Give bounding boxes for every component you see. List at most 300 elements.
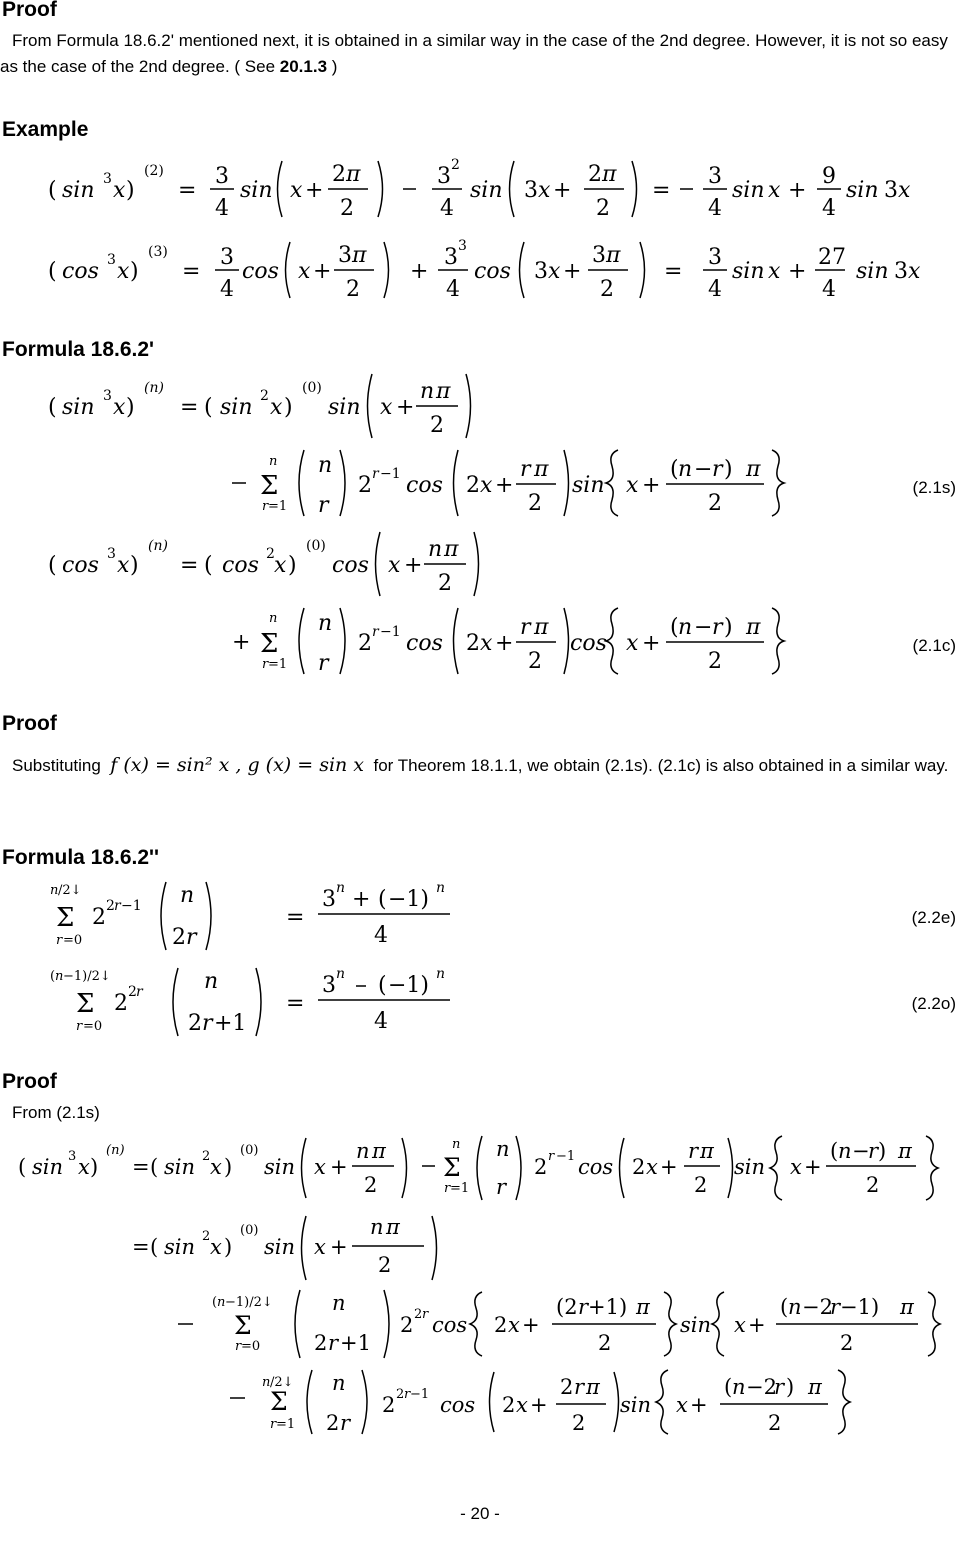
svg-text:): ): [90, 1155, 99, 1179]
svg-text:r: r: [262, 657, 269, 672]
svg-text:3: 3: [107, 546, 116, 562]
svg-text:r: r: [372, 466, 379, 482]
svg-text:x: x: [646, 1155, 658, 1179]
formula-heading-b: Formula 18.6.2'': [2, 846, 160, 869]
svg-text:n: n: [370, 1215, 384, 1239]
svg-text:+: +: [396, 395, 415, 420]
svg-text:(0): (0): [302, 380, 322, 396]
svg-text:r: r: [774, 1375, 785, 1399]
svg-text:sin: sin: [62, 395, 95, 420]
svg-text:=0: =0: [63, 933, 83, 948]
svg-text:(: (: [204, 395, 213, 420]
svg-text:2: 2: [632, 1155, 646, 1179]
svg-text:π: π: [436, 379, 451, 404]
svg-text:r: r: [520, 457, 531, 482]
svg-text:r: r: [688, 1139, 699, 1163]
svg-text:3: 3: [534, 259, 548, 284]
svg-text:sin: sin: [32, 1155, 64, 1179]
svg-text:x: x: [548, 259, 561, 284]
svg-text:2: 2: [266, 546, 275, 562]
svg-text:n: n: [262, 1375, 271, 1390]
svg-text:2: 2: [708, 649, 722, 674]
svg-text:Σ: Σ: [443, 1153, 461, 1182]
svg-text:sin: sin: [846, 178, 879, 203]
svg-text:x: x: [314, 1155, 326, 1179]
svg-text:Σ: Σ: [260, 629, 279, 659]
svg-text:sin: sin: [220, 395, 253, 420]
svg-text:x: x: [298, 259, 311, 284]
example-equations: [0, 145, 960, 310]
svg-text:4: 4: [215, 196, 229, 221]
svg-text:r: r: [712, 457, 723, 482]
svg-text:2: 2: [106, 898, 115, 914]
svg-text:2: 2: [572, 1411, 586, 1435]
svg-text:n: n: [336, 966, 346, 982]
svg-text:(: (: [830, 1139, 839, 1163]
svg-text:): ): [130, 553, 139, 578]
svg-text:x: x: [117, 259, 130, 284]
svg-text:π: π: [606, 243, 621, 268]
svg-text:r: r: [578, 1295, 589, 1319]
svg-text:cos: cos: [242, 259, 279, 284]
svg-text:n: n: [420, 379, 435, 404]
svg-text:2: 2: [600, 277, 614, 302]
proof2-pre: Substituting: [12, 756, 101, 775]
svg-text:π: π: [900, 1295, 914, 1319]
svg-text:sin: sin: [856, 259, 889, 284]
svg-text:−1: −1: [556, 1149, 576, 1164]
svg-text:2: 2: [414, 1307, 423, 1322]
svg-text:(: (: [670, 615, 679, 640]
formula-18-6-2-prime: [0, 362, 960, 682]
svg-text:cos: cos: [62, 259, 99, 284]
svg-text:2: 2: [202, 1229, 211, 1244]
svg-text:−1)/2↓: −1)/2↓: [225, 1295, 273, 1310]
svg-text:x: x: [626, 473, 639, 498]
svg-text:2: 2: [598, 1331, 612, 1355]
svg-text:+: +: [804, 1155, 822, 1179]
svg-text:x: x: [676, 1393, 688, 1417]
svg-text:2: 2: [172, 925, 186, 950]
svg-text:x: x: [908, 259, 921, 284]
svg-text:2: 2: [694, 1173, 708, 1197]
svg-text:−2: −2: [802, 1295, 833, 1319]
svg-text:(: (: [670, 457, 679, 482]
svg-text:=: =: [180, 395, 199, 420]
svg-text:2: 2: [596, 196, 610, 221]
svg-text:=1: =1: [268, 657, 288, 672]
svg-text:cos: cos: [62, 553, 99, 578]
proof-paragraph-1: [0, 28, 958, 80]
svg-text:+1: +1: [214, 1011, 247, 1036]
svg-text:2: 2: [358, 473, 372, 498]
svg-text:r: r: [318, 493, 329, 518]
svg-text:=: =: [652, 178, 671, 203]
example-heading: Example: [2, 118, 89, 141]
svg-text:r: r: [186, 925, 197, 950]
svg-text:(: (: [378, 973, 387, 998]
svg-text:): ): [126, 178, 135, 203]
svg-text:−: −: [694, 615, 713, 640]
svg-text:r: r: [318, 651, 329, 676]
svg-text:n: n: [204, 969, 219, 994]
svg-text:x: x: [117, 553, 130, 578]
svg-text:4: 4: [708, 196, 722, 221]
svg-text:2: 2: [188, 1011, 202, 1036]
svg-text:3: 3: [338, 243, 352, 268]
svg-text:cos: cos: [578, 1155, 614, 1179]
svg-text:2: 2: [451, 157, 460, 173]
svg-text:cos: cos: [570, 631, 607, 656]
svg-text:x: x: [516, 1393, 528, 1417]
svg-text:+: +: [410, 259, 429, 284]
svg-text:Σ: Σ: [76, 989, 95, 1019]
svg-text:x: x: [480, 631, 493, 656]
svg-text:n: n: [788, 1295, 802, 1319]
svg-text:): ): [284, 395, 293, 420]
proof-text: From Formula 18.6.2' mentioned next, it is obtained in a similar way in the case of the 2nd degree. However, it is not so easy as the case of the 2nd degree. ( See: [0, 31, 948, 76]
svg-text:=: =: [182, 259, 201, 284]
svg-text:(0): (0): [240, 1143, 259, 1158]
svg-text:r: r: [235, 1339, 242, 1354]
svg-text:−: −: [694, 457, 713, 482]
svg-text:+: +: [788, 178, 807, 203]
svg-text:n: n: [436, 880, 446, 896]
svg-text:−1): −1): [388, 887, 430, 912]
svg-text:n: n: [336, 880, 346, 896]
svg-text:+: +: [522, 1313, 540, 1337]
svg-text:2: 2: [326, 1411, 340, 1435]
proof-heading-2: Proof: [2, 712, 57, 735]
svg-text:n: n: [732, 1375, 746, 1399]
svg-text:n: n: [318, 453, 333, 478]
svg-text:(: (: [50, 969, 56, 984]
svg-text:−1): −1): [388, 973, 430, 998]
svg-text:(0): (0): [306, 538, 326, 554]
svg-text:n: n: [180, 883, 195, 908]
svg-text:x: x: [790, 1155, 802, 1179]
svg-text:=: =: [132, 1235, 150, 1259]
svg-text:n: n: [428, 537, 443, 562]
svg-text:cos: cos: [406, 473, 443, 498]
svg-text:(n): (n): [106, 1143, 125, 1158]
svg-text:+: +: [642, 473, 661, 498]
svg-text:x: x: [898, 178, 911, 203]
svg-text:/2↓: /2↓: [270, 1375, 294, 1390]
svg-text:2: 2: [260, 388, 269, 404]
svg-text:(: (: [204, 553, 213, 578]
svg-text:3: 3: [322, 887, 336, 912]
svg-text:π: π: [386, 1215, 400, 1239]
svg-text:(: (: [212, 1295, 218, 1310]
svg-text:sin: sin: [62, 178, 95, 203]
svg-text:(: (: [150, 1155, 159, 1179]
svg-text:3: 3: [215, 164, 229, 189]
svg-text:(n): (n): [144, 380, 164, 396]
svg-text:2: 2: [430, 413, 444, 438]
svg-text:n: n: [269, 454, 278, 469]
proof-heading-1: Proof: [2, 0, 57, 21]
svg-text:−1): −1): [840, 1295, 880, 1319]
svg-text:r: r: [404, 1387, 411, 1402]
svg-text:−1)/2↓: −1)/2↓: [63, 969, 111, 984]
svg-text:−2: −2: [746, 1375, 777, 1399]
svg-text:Σ: Σ: [270, 1387, 288, 1416]
svg-text:(: (: [48, 178, 57, 203]
svg-text:n: n: [50, 883, 59, 898]
svg-text:3: 3: [68, 1149, 77, 1164]
svg-text:r: r: [830, 1295, 841, 1319]
svg-text:π: π: [534, 457, 549, 482]
svg-text:2: 2: [364, 1173, 378, 1197]
svg-text:4: 4: [708, 277, 722, 302]
svg-text:): ): [724, 615, 733, 640]
svg-text:3: 3: [708, 245, 722, 270]
paren-close: ): [331, 57, 338, 76]
svg-text:2: 2: [378, 1253, 392, 1277]
svg-text:cos: cos: [440, 1393, 476, 1417]
svg-text:r: r: [262, 499, 269, 514]
svg-text:4: 4: [374, 923, 388, 948]
svg-text:r: r: [76, 1019, 83, 1034]
svg-text:+: +: [530, 1393, 548, 1417]
svg-text:3: 3: [524, 178, 538, 203]
svg-text:(: (: [150, 1235, 159, 1259]
svg-text:sin: sin: [732, 178, 765, 203]
svg-text:x: x: [270, 395, 283, 420]
svg-text:π: π: [372, 1139, 386, 1163]
svg-text:−1: −1: [380, 624, 401, 640]
svg-text:2: 2: [128, 984, 137, 1000]
svg-text:=1: =1: [450, 1181, 470, 1196]
svg-text:π: π: [808, 1375, 822, 1399]
svg-text:r: r: [56, 933, 63, 948]
section-reference: 20.1.3: [279, 57, 328, 76]
svg-text:Σ: Σ: [260, 471, 279, 501]
svg-text:r: r: [136, 984, 143, 1000]
svg-text:r: r: [328, 1331, 339, 1355]
svg-text:sin: sin: [328, 395, 361, 420]
proof2-math: f (x) = sin² x , g (x) = sin x: [110, 754, 365, 776]
svg-text:3: 3: [884, 178, 898, 203]
svg-text:3: 3: [458, 238, 467, 254]
svg-text:=: =: [286, 905, 305, 930]
svg-text:2: 2: [340, 196, 354, 221]
svg-text:(: (: [48, 553, 57, 578]
svg-text:x: x: [734, 1313, 746, 1337]
svg-text:π: π: [586, 1375, 600, 1399]
svg-text:2: 2: [866, 1173, 880, 1197]
svg-text:): ): [724, 457, 733, 482]
svg-text:=: =: [664, 259, 683, 284]
svg-text:r: r: [496, 1175, 507, 1199]
svg-text:+: +: [495, 631, 514, 656]
svg-text:3: 3: [103, 388, 112, 404]
svg-text:4: 4: [822, 196, 836, 221]
svg-text:2: 2: [708, 491, 722, 516]
svg-text:2: 2: [396, 1387, 405, 1402]
formula-heading-a: Formula 18.6.2': [2, 338, 155, 361]
svg-text:): ): [130, 259, 139, 284]
svg-text:π: π: [534, 615, 549, 640]
svg-text:π: π: [636, 1295, 650, 1319]
formula-18-6-2-double-prime: [0, 872, 960, 1042]
page-number: - 20 -: [460, 1504, 500, 1523]
svg-text:π: π: [746, 615, 761, 640]
svg-text:cos: cos: [406, 631, 443, 656]
svg-text:3: 3: [437, 164, 451, 189]
svg-text:): ): [224, 1155, 233, 1179]
svg-text:n: n: [678, 457, 693, 482]
svg-text:+: +: [232, 630, 251, 655]
svg-text:+: +: [352, 887, 371, 912]
svg-text:(: (: [780, 1295, 789, 1319]
proof3-text: From (2.1s): [12, 1103, 100, 1122]
svg-text:4: 4: [374, 1009, 388, 1034]
svg-text:2: 2: [332, 162, 346, 187]
svg-text:sin: sin: [264, 1235, 296, 1259]
svg-text:2: 2: [466, 631, 480, 656]
svg-text:): ): [878, 1139, 887, 1163]
svg-text:x: x: [314, 1235, 326, 1259]
svg-text:2: 2: [768, 1411, 782, 1435]
svg-text:27: 27: [818, 245, 846, 270]
svg-text:sin: sin: [240, 178, 273, 203]
svg-text:2: 2: [494, 1313, 508, 1337]
svg-text:2: 2: [588, 162, 602, 187]
svg-text:=1: =1: [268, 499, 288, 514]
svg-text:=: =: [178, 178, 197, 203]
svg-text:+: +: [642, 631, 661, 656]
svg-text:sin: sin: [734, 1155, 766, 1179]
svg-text:9: 9: [822, 164, 836, 189]
svg-text:(: (: [18, 1155, 27, 1179]
svg-text:2: 2: [534, 1155, 548, 1179]
svg-text:2: 2: [528, 491, 542, 516]
svg-text:x: x: [274, 553, 287, 578]
svg-text:(: (: [378, 887, 387, 912]
svg-text:+: +: [495, 473, 514, 498]
svg-text:+: +: [748, 1313, 766, 1337]
svg-text:+: +: [305, 178, 324, 203]
svg-text:+1: +1: [340, 1331, 371, 1355]
svg-text:=0: =0: [83, 1019, 103, 1034]
proof-heading-3: Proof: [2, 1070, 57, 1093]
svg-text:+: +: [330, 1235, 348, 1259]
svg-text:π: π: [444, 537, 459, 562]
svg-text:3: 3: [103, 171, 112, 187]
svg-text:n: n: [217, 1295, 226, 1310]
svg-text:x: x: [626, 631, 639, 656]
svg-text:+: +: [553, 178, 572, 203]
proof-paragraph-3: [0, 1100, 958, 1126]
svg-text:r: r: [270, 1417, 277, 1432]
svg-text:): ): [224, 1235, 233, 1259]
svg-text:(2): (2): [144, 163, 164, 179]
svg-text:x: x: [480, 473, 493, 498]
svg-text:+: +: [660, 1155, 678, 1179]
svg-text:n: n: [55, 969, 64, 984]
svg-text:sin: sin: [264, 1155, 296, 1179]
svg-text:−1: −1: [410, 1387, 430, 1402]
svg-text:r: r: [422, 1307, 429, 1322]
svg-text:x: x: [768, 178, 781, 203]
svg-text:2: 2: [438, 571, 452, 596]
svg-text:3: 3: [592, 243, 606, 268]
svg-text:sin: sin: [572, 473, 605, 498]
svg-text:3: 3: [107, 252, 116, 268]
svg-text:n: n: [269, 611, 278, 626]
svg-text:cos: cos: [474, 259, 511, 284]
svg-text:3: 3: [444, 245, 458, 270]
svg-text:cos: cos: [222, 553, 259, 578]
proof-derivation: [0, 1130, 960, 1450]
svg-text:n: n: [436, 966, 446, 982]
proof-paragraph-2: [0, 752, 958, 779]
svg-text:sin: sin: [620, 1393, 652, 1417]
svg-text:): ): [288, 553, 297, 578]
svg-text:n: n: [496, 1137, 510, 1161]
svg-text:r: r: [548, 1149, 555, 1164]
svg-text:3: 3: [322, 973, 336, 998]
svg-text:π: π: [346, 162, 361, 187]
svg-text:r: r: [712, 615, 723, 640]
svg-text:x: x: [538, 178, 551, 203]
svg-text:=: =: [180, 553, 199, 578]
svg-text:π: π: [602, 162, 617, 187]
svg-text:r: r: [372, 624, 379, 640]
svg-text:−1: −1: [121, 898, 142, 914]
equation-number-2-2o: (2.2o): [911, 994, 956, 1013]
svg-text:4: 4: [822, 277, 836, 302]
svg-text:n: n: [318, 611, 333, 636]
svg-text:sin: sin: [164, 1235, 196, 1259]
svg-text:2: 2: [840, 1331, 854, 1355]
svg-text:(n): (n): [148, 538, 168, 554]
svg-text:=0: =0: [241, 1339, 261, 1354]
svg-text:Σ: Σ: [234, 1311, 252, 1340]
svg-text:(: (: [724, 1375, 733, 1399]
svg-text:+: +: [788, 259, 807, 284]
svg-text:x: x: [388, 553, 401, 578]
svg-text:r: r: [520, 615, 531, 640]
svg-text:2: 2: [92, 905, 106, 930]
svg-text:x: x: [768, 259, 781, 284]
svg-text:n: n: [452, 1137, 461, 1152]
svg-text:3: 3: [894, 259, 908, 284]
svg-text:n: n: [356, 1139, 370, 1163]
svg-text:Σ: Σ: [56, 903, 75, 933]
svg-text:π: π: [352, 243, 367, 268]
svg-text:sin: sin: [470, 178, 503, 203]
svg-text:2: 2: [202, 1149, 211, 1164]
svg-text:): ): [786, 1375, 795, 1399]
svg-text:2: 2: [400, 1313, 414, 1337]
svg-text:=1: =1: [276, 1417, 296, 1432]
equation-number-2-2e: (2.2e): [911, 908, 956, 927]
svg-text:(: (: [48, 395, 57, 420]
svg-text:r: r: [340, 1411, 351, 1435]
svg-text:x: x: [210, 1155, 222, 1179]
svg-text:2: 2: [114, 991, 128, 1016]
svg-text:2: 2: [502, 1393, 516, 1417]
svg-text:2: 2: [528, 649, 542, 674]
svg-text:2: 2: [346, 277, 360, 302]
svg-text:2: 2: [382, 1393, 396, 1417]
svg-text:+: +: [690, 1393, 708, 1417]
svg-text:n: n: [332, 1291, 346, 1315]
svg-text:x: x: [380, 395, 393, 420]
